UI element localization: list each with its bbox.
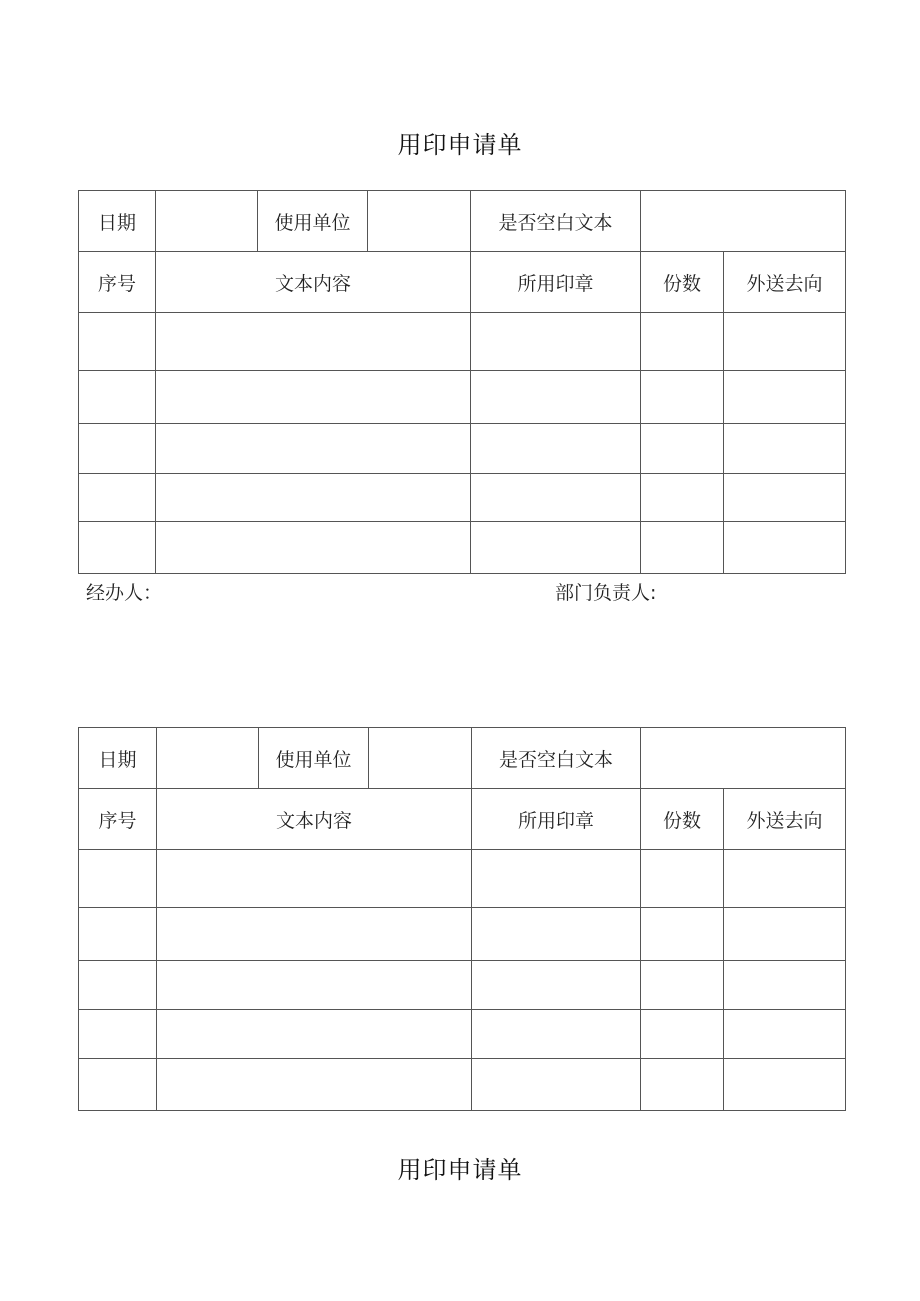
seal-cell[interactable] [472, 1059, 641, 1111]
seq-cell[interactable] [79, 313, 156, 371]
content-cell[interactable] [157, 1059, 472, 1111]
destination-cell[interactable] [724, 908, 846, 961]
content-cell[interactable] [156, 474, 471, 522]
date-label: 日期 [79, 191, 156, 252]
seal-cell[interactable] [471, 313, 641, 371]
date-label: 日期 [79, 728, 157, 789]
blank-document-label: 是否空白文本 [472, 728, 641, 789]
destination-cell[interactable] [724, 474, 846, 522]
seq-cell[interactable] [79, 522, 156, 574]
content-cell[interactable] [157, 1010, 472, 1059]
seal-application-form-2 [78, 727, 846, 1111]
date-cell[interactable] [157, 728, 259, 789]
header-copies: 份数 [641, 252, 724, 313]
table-row [79, 522, 846, 574]
copies-cell[interactable] [641, 850, 724, 908]
date-cell[interactable] [156, 191, 258, 252]
header-copies: 份数 [641, 789, 724, 850]
content-cell[interactable] [156, 371, 471, 424]
header-content: 文本内容 [156, 252, 471, 313]
blank-document-label: 是否空白文本 [471, 191, 641, 252]
copies-cell[interactable] [641, 522, 724, 574]
blank-document-cell[interactable] [641, 728, 846, 789]
seq-cell[interactable] [79, 961, 157, 1010]
content-cell[interactable] [157, 961, 472, 1010]
seq-cell[interactable] [79, 850, 157, 908]
table-row [79, 474, 846, 522]
copies-cell[interactable] [641, 371, 724, 424]
seal-cell[interactable] [471, 371, 641, 424]
header-row [79, 789, 846, 850]
header-content: 文本内容 [157, 789, 472, 850]
copies-cell[interactable] [641, 908, 724, 961]
table-row [79, 371, 846, 424]
form-info-row [79, 728, 846, 789]
table-row [79, 850, 846, 908]
unit-cell[interactable] [369, 728, 472, 789]
destination-cell[interactable] [724, 371, 846, 424]
seq-cell[interactable] [79, 424, 156, 474]
header-destination: 外送去向 [724, 252, 846, 313]
copies-cell[interactable] [641, 424, 724, 474]
content-cell[interactable] [156, 313, 471, 371]
seq-cell[interactable] [79, 371, 156, 424]
seal-cell[interactable] [471, 522, 641, 574]
header-seal: 所用印章 [472, 789, 641, 850]
destination-cell[interactable] [724, 850, 846, 908]
destination-cell[interactable] [724, 424, 846, 474]
destination-cell[interactable] [724, 522, 846, 574]
destination-cell[interactable] [724, 313, 846, 371]
seal-cell[interactable] [472, 850, 641, 908]
seq-cell[interactable] [79, 474, 156, 522]
destination-cell[interactable] [724, 1059, 846, 1111]
form-info-row [79, 191, 846, 252]
seal-cell[interactable] [471, 474, 641, 522]
destination-cell[interactable] [724, 1010, 846, 1059]
header-seq: 序号 [79, 789, 157, 850]
copies-cell[interactable] [641, 313, 724, 371]
header-seal: 所用印章 [471, 252, 641, 313]
content-cell[interactable] [157, 908, 472, 961]
table-row [79, 961, 846, 1010]
copies-cell[interactable] [641, 961, 724, 1010]
seal-cell[interactable] [472, 1010, 641, 1059]
table-row [79, 424, 846, 474]
unit-label: 使用单位 [259, 728, 369, 789]
form-title: 用印申请单 [397, 1156, 523, 1184]
seal-cell[interactable] [472, 908, 641, 961]
unit-label: 使用单位 [258, 191, 368, 252]
seq-cell[interactable] [79, 908, 157, 961]
header-row [79, 252, 846, 313]
content-cell[interactable] [156, 424, 471, 474]
table-row [79, 1059, 846, 1111]
table-row [79, 908, 846, 961]
copies-cell[interactable] [641, 1010, 724, 1059]
header-destination: 外送去向 [724, 789, 846, 850]
table-row [79, 1010, 846, 1059]
department-head-label: 部门负责人: [555, 582, 657, 604]
seal-application-form-1 [78, 190, 846, 574]
header-seq: 序号 [79, 252, 156, 313]
seal-cell[interactable] [472, 961, 641, 1010]
unit-cell[interactable] [368, 191, 471, 252]
destination-cell[interactable] [724, 961, 846, 1010]
copies-cell[interactable] [641, 474, 724, 522]
form-title: 用印申请单 [397, 131, 523, 159]
seq-cell[interactable] [79, 1059, 157, 1111]
copies-cell[interactable] [641, 1059, 724, 1111]
handler-label: 经办人： [86, 582, 163, 604]
seal-cell[interactable] [471, 424, 641, 474]
content-cell[interactable] [156, 522, 471, 574]
content-cell[interactable] [157, 850, 472, 908]
seq-cell[interactable] [79, 1010, 157, 1059]
blank-document-cell[interactable] [641, 191, 846, 252]
table-row [79, 313, 846, 371]
